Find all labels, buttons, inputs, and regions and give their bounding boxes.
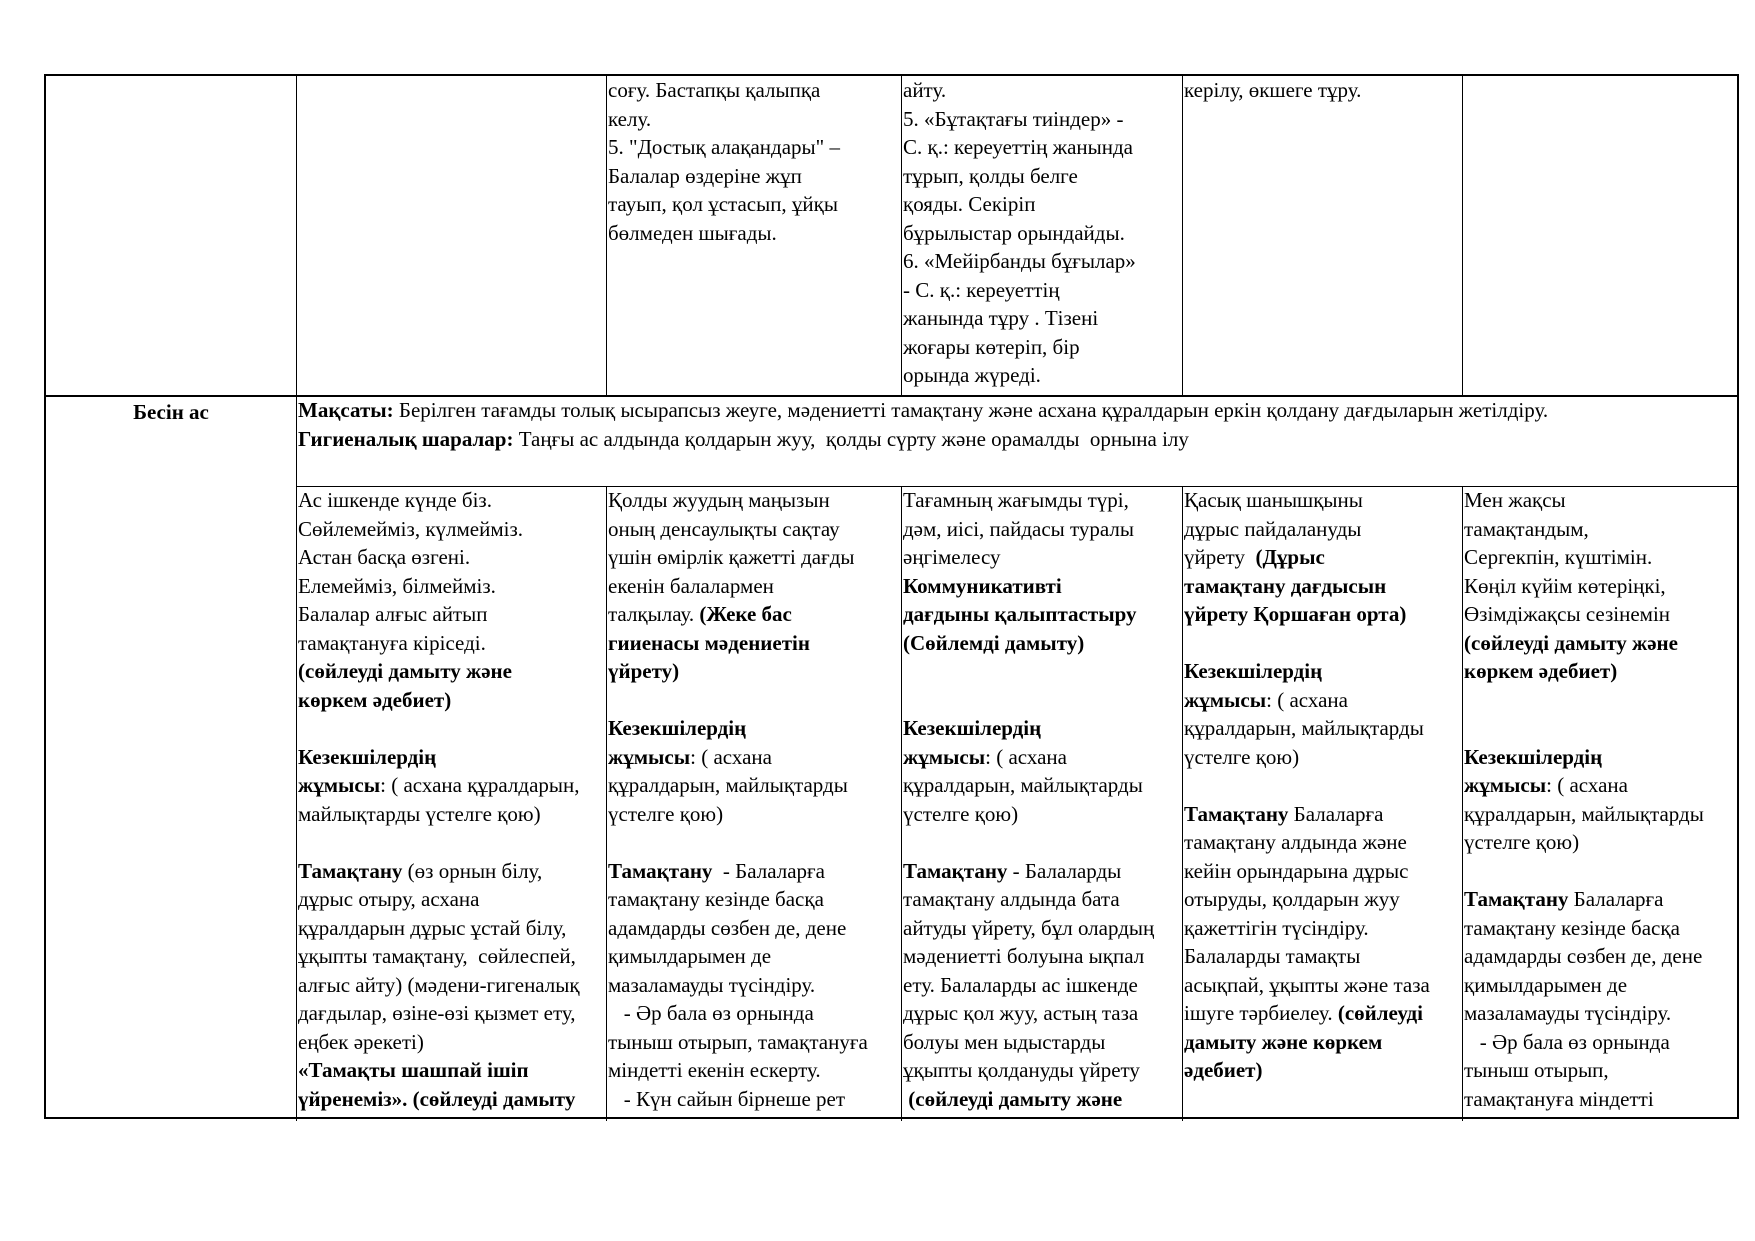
row2-col5-cell [1182,486,1462,1117]
cell-line [903,686,1180,715]
cell-line [298,657,604,686]
cell-line [1184,771,1460,800]
cell-line: - Күн сайын бірнеше рет [608,1086,846,1111]
bold-text: жұмысы [298,773,381,797]
cell-line: айту. [903,78,947,102]
bold-text: (Жеке бас [699,602,792,626]
cell-line [1184,543,1460,572]
cell-line [903,714,1180,743]
row1-col5-cell [1182,76,1462,396]
cell-line: мәдениетті болуына ықпал [903,944,1145,968]
cell-line: қимылдарымен де [608,944,772,968]
cell-line: ұқыпты тамақтану, сөйлеспей, [298,944,576,968]
cell-line: тамақтануға міндетті [1464,1086,1654,1111]
cell-line: үстелге қою) [1184,744,1300,769]
cell-line [1184,999,1460,1028]
bold-text: үйрету) [608,659,680,683]
cell-line: құралдарын, майлықтарды [903,773,1143,797]
cell-line [1184,572,1460,601]
bold-text: жұмысы [608,744,691,769]
row2-col4-cell [901,486,1182,1117]
cell-line: Астан басқа өзгені. [298,545,471,569]
cell-line [1184,629,1460,658]
row1-col4-cell [901,76,1182,396]
bold-text: (сөйлеуді [1337,1001,1423,1025]
plain-text: : ( асхана [1546,773,1628,797]
cell-line [903,657,1180,686]
bold-text: «Тамақты шашпай ішіп [298,1058,529,1082]
bold-text: дамыту және көркем [1184,1029,1383,1054]
row2-col6-cell [1462,486,1737,1117]
cell-line: құралдарын, майлықтарды [608,773,848,797]
cell-line: - Әр бала өз орнында [1464,1029,1670,1054]
cell-line [1184,800,1460,829]
plain-text: талқылау. [608,602,700,626]
cell-line: болуы мен ыдыстарды [903,1029,1106,1054]
cell-line: соғу. Бастапқы қалыпқа [608,78,821,102]
cell-line [903,1085,1180,1114]
bold-text: гииенасы мәдениетін [608,630,810,655]
bold-text: дағдыны қалыптастыру [903,602,1137,626]
cell-line [903,629,1180,658]
cell-line: ұқыпты қолдануды үйрету [903,1058,1140,1082]
cell-line: Мен жақсы [1464,488,1566,512]
cell-line: дұрыс пайдалануды [1184,516,1362,541]
cell-line: 5. "Достық алақандары" – [608,135,840,159]
plain-text: - Балаларға [712,858,825,883]
cell-line [608,629,899,658]
cell-line: Көңіл күйім көтеріңкі, [1464,573,1666,598]
bold-text: (сөйлеуді дамыту және [1464,630,1678,655]
cell-line [608,657,899,686]
cell-line [903,572,1180,601]
bold-text: Кезекшілердің [608,716,747,740]
bold-text: (сөйлеуді дамыту және [298,659,512,683]
cell-line: Балалар өздеріне жұп [608,163,802,188]
goal-body: Берілген тағамды толық ысырапсыз жеуге, мәдениетті тамақтану және асхана құралдарын еркін қолдану дағдыларын жетілдіру. [393,398,1549,422]
cell-line: Қолды жуудың маңызын [608,488,830,512]
cell-line: оның денсаулықты сақтау [608,516,840,541]
cell-line: құралдарын дұрыс ұстай білу, [298,915,567,940]
cell-line: тауып, қол ұстасып, ұйқы [608,192,838,216]
bold-text: Кезекшілердің [1464,744,1603,769]
cell-line: тамақтану кезінде басқа [608,887,824,911]
cell-line [1464,686,1735,715]
cell-line [298,714,604,743]
cell-line [608,828,899,857]
bold-text: Тамақтану [608,858,713,883]
bold-text: тамақтану дағдысын [1184,573,1387,598]
cell-line: 5. «Бұтақтағы тиіндер» - [903,106,1124,131]
cell-line: Тағамның жағымды түрі, [903,488,1129,512]
bold-text: Кезекшілердің [1184,659,1323,683]
bold-text: Кезекшілердің [298,744,437,769]
cell-line [298,1056,604,1085]
row2-col2-cell [296,486,606,1117]
cell-line [608,743,899,772]
bold-text: Тамақтану [903,858,1008,883]
plain-text: : ( асхана құралдарын, [380,773,580,797]
cell-line [1464,714,1735,743]
cell-line [1184,657,1460,686]
bold-text: Тамақтану [298,858,403,883]
cell-line: үстелге қою) [903,801,1019,826]
cell-line: дәм, иісі, пайдасы туралы [903,516,1134,541]
cell-line: бұрылыстар орындайды. [903,220,1125,245]
cell-line [1464,743,1735,772]
cell-line: үшін өмірлік қажетті дағды [608,545,855,569]
cell-line [1184,1056,1460,1085]
cell-line: дұрыс қол жуу, астың таза [903,1001,1139,1025]
cell-line [1464,629,1735,658]
bold-text: (Сөйлемді дамыту) [903,630,1085,655]
cell-line: құралдарын, майлықтарды [1464,801,1704,826]
cell-line [1464,771,1735,800]
cell-line: жоғары көтеріп, бір [903,334,1080,359]
cell-line: еңбек әрекеті) [298,1029,424,1054]
plain-text: - Балаларды [1007,858,1122,883]
cell-line: қояды. Секіріп [903,192,1036,216]
cell-line [298,771,604,800]
cell-line: тұрып, қолды белге [903,163,1078,188]
hygiene-text [298,425,1735,454]
bold-text: үйрету Қоршаған орта) [1184,602,1407,626]
row2-col3-cell [606,486,901,1117]
plain-text: : ( асхана [1266,687,1348,712]
goals-block [296,396,1737,486]
cell-line [608,686,899,715]
plain-text: Балаларға [1568,887,1664,911]
cell-line: дағдылар, өзіне-өзі қызмет ету, [298,1001,576,1025]
cell-line: Балаларды тамақты [1184,944,1361,968]
cell-line: әңгімелесу [903,545,1001,569]
row1-col3-cell [606,76,901,396]
cell-line [298,686,604,715]
cell-line: С. қ.: кереуеттің жанында [903,135,1133,159]
plain-text: үйрету [1184,545,1256,569]
plain-text: ішуге тәрбиелеу. [1184,1001,1338,1025]
cell-line [608,714,899,743]
cell-line: қимылдарымен де [1464,972,1628,997]
cell-line [903,600,1180,629]
cell-line: Балалар алғыс айтып [298,602,488,626]
cell-line: отыруды, қолдарын жуу [1184,887,1400,911]
cell-line: айтуды үйрету, бұл олардың [903,915,1155,940]
cell-line: үстелге қою) [608,801,724,826]
cell-line [1184,600,1460,629]
cell-line: Сөйлемейміз, күлмейміз. [298,516,524,541]
cell-line: керілу, өкшеге тұру. [1184,78,1362,102]
cell-line: 6. «Мейірбанды бұғылар» [903,249,1136,273]
bold-text: жұмысы [1464,773,1547,797]
cell-line: кейін орындарына дұрыс [1184,858,1409,883]
cell-line: асықпай, ұқыпты және таза [1184,972,1430,997]
bold-text: көркем әдебиет) [298,687,452,712]
cell-line [608,600,899,629]
cell-line [298,743,604,772]
cell-line: тамақтану кезінде басқа [1464,915,1680,940]
plain-text: : ( асхана [690,744,772,769]
cell-line: Сергекпін, күштімін. [1464,545,1653,569]
cell-line: дұрыс отыру, асхана [298,887,480,911]
goal-label: Мақсаты: [298,398,394,422]
cell-line: орында жүреді. [903,363,1041,387]
cell-line: майлықтарды үстелге қою) [298,801,541,826]
cell-line: адамдарды сөзбен де, дене [1464,944,1703,968]
cell-line: мазаламауды түсіндіру. [608,972,816,997]
cell-line [903,828,1180,857]
bold-text: Кезекшілердің [903,716,1042,740]
cell-line: Өзімдіжақсы сезінемін [1464,602,1671,626]
cell-line: тамақтануға кіріседі. [298,630,486,655]
bold-text: үйренеміз». (сөйлеуді дамыту [298,1086,576,1111]
cell-line: үстелге қою) [1464,830,1580,854]
cell-line: - С. қ.: кереуеттің [903,277,1060,302]
cell-line: Елемейміз, білмейміз. [298,573,496,598]
cell-line: құралдарын, майлықтарды [1184,716,1424,740]
cell-line: адамдарды сөзбен де, дене [608,915,847,940]
cell-line [1184,1028,1460,1057]
cell-line [298,828,604,857]
bold-text: Тамақтану [1184,801,1289,826]
plain-text: : ( асхана [985,744,1067,769]
cell-line [903,743,1180,772]
hygiene-body: Таңғы ас алдында қолдарын жуу, қолды сүрту және орамалды орнына ілу [513,426,1189,451]
cell-line: тамақтану алдында бата [903,887,1120,911]
cell-line: бөлмеден шығады. [608,220,777,245]
bold-text: (сөйлеуді дамыту және [903,1086,1123,1111]
cell-line: келу. [608,106,652,131]
bold-text: әдебиет) [1184,1058,1263,1082]
cell-line [1184,686,1460,715]
cell-line: тыныш отырып, [1464,1058,1609,1082]
bold-text: жұмысы [903,744,986,769]
cell-line: жанында тұру . Тізені [903,306,1099,330]
bold-text: Коммуникативті [903,573,1062,598]
row-label-besin-as: Бесін ас [133,400,209,424]
schedule-table [44,74,1739,1119]
cell-line [1464,657,1735,686]
cell-line: мазаламауды түсіндіру. [1464,1001,1672,1025]
bold-text: (Дұрыс [1255,545,1325,569]
cell-line: Қасық шанышқыны [1184,488,1363,512]
bold-text: Тамақтану [1464,887,1569,911]
bold-text: жұмысы [1184,687,1267,712]
cell-line [1464,885,1735,914]
cell-line [1464,857,1735,886]
goal-text [298,396,1735,425]
cell-line [608,857,899,886]
cell-line: Ас ішкенде күнде біз. [298,488,492,512]
cell-line: тыныш отырып, тамақтануға [608,1029,868,1054]
bold-text: көркем әдебиет) [1464,659,1618,683]
plain-text: (өз орнын білу, [402,858,543,883]
cell-line [298,1085,604,1114]
cell-line: алғыс айту) (мәдени-гигеналық [298,972,580,997]
cell-line: міндетті екенін ескерту. [608,1058,821,1082]
cell-line: екенін балалармен [608,573,774,598]
plain-text: Балаларға [1288,801,1384,826]
cell-line: қажеттігін түсіндіру. [1184,915,1369,940]
cell-line [903,857,1180,886]
hygiene-label: Гигиеналық шаралар: [298,426,514,451]
cell-line: - Әр бала өз орнында [608,1001,814,1025]
cell-line [298,857,604,886]
column-divider-5 [1462,76,1463,396]
cell-line: тамақтану алдында және [1184,830,1407,854]
cell-line: ету. Балаларды ас ішкенде [903,972,1138,997]
cell-line: тамақтандым, [1464,516,1589,541]
